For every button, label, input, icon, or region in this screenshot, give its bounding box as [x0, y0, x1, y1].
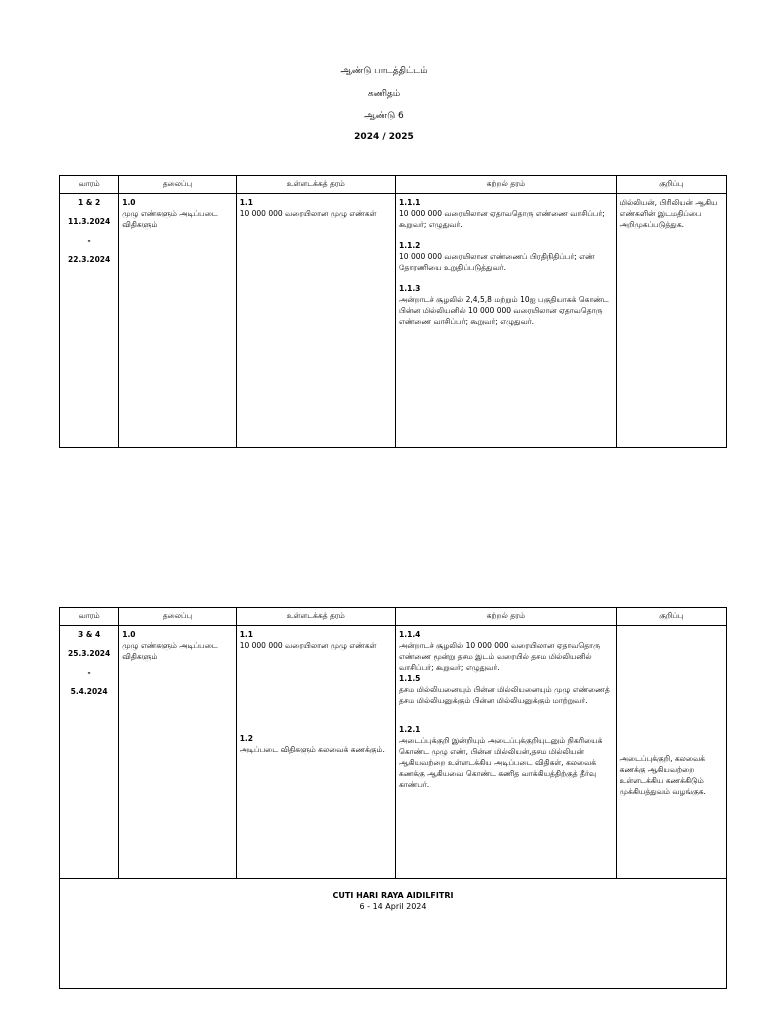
week-cell — [60, 194, 119, 448]
week-cell — [60, 626, 119, 879]
col-learning-standard: கற்றல் தரம் — [396, 176, 617, 194]
col-notes: குறிப்பு — [616, 608, 726, 626]
content-text: 10 000 000 வரையிலான முழு எண்கள் — [239, 641, 377, 650]
week-dash: - — [87, 668, 91, 677]
week-range: 3 & 4 — [78, 630, 101, 639]
standard-text: அடைப்புக்குறி இன்றியும் அடைப்புக்குறியுடனும் நிகரியைக் கொண்ட முழு எண், பின்ன மில்லியன்,தசம மில்லியன் ஆகியவற்றை உள்ளடக்கிய அடிப்படை விதிகள், கலவைக் கணக்கு ஆகியவை கொண்ட கணித வாக்கியத்திற்குத் தீர்வு காண்பர். — [399, 736, 603, 789]
col-topic: தலைப்பு — [119, 608, 236, 626]
col-week: வாரம் — [60, 176, 119, 194]
standard-text: அன்றாடச் சூழலில் 2,4,5,8 மற்றும் 10ஐ பகுதியாகக் கொண்ட பின்ன மில்லியனில் 10 000 000 வரையிலான ஏதாவதொரு எண்ணை வாசிப்பர்; கூறுவர்; எழுதுவர். — [399, 295, 609, 326]
content-code: 1.1 — [239, 630, 253, 639]
plan-table-1 — [59, 175, 727, 448]
col-learning-standard: கற்றல் தரம் — [396, 608, 617, 626]
holiday-row — [60, 879, 727, 989]
holiday-dates: 6 - 14 April 2024 — [359, 902, 427, 911]
standard-code: 1.2.1 — [399, 725, 421, 734]
week-start-date: 25.3.2024 — [68, 649, 111, 658]
col-notes: குறிப்பு — [616, 176, 726, 194]
content-cell — [236, 194, 395, 448]
col-week: வாரம் — [60, 608, 119, 626]
standard-text: தசம மில்லியனையும் பின்ன மில்லியனையும் முழு எண்ணைத் தசம மில்லியனுக்கும் பின்ன மில்லியனுக்கும் மாற்றுவர். — [399, 685, 610, 705]
content-text: 10 000 000 வரையிலான முழு எண்கள் — [239, 209, 377, 218]
content-code: 1.2 — [239, 734, 253, 743]
table-row — [60, 194, 727, 448]
col-topic: தலைப்பு — [119, 176, 236, 194]
standard-code: 1.1.4 — [399, 630, 421, 639]
topic-text: முழு எண்களும் அடிப்படை விதிகளும் — [122, 641, 218, 661]
topic-cell — [119, 626, 236, 879]
plan-table-2 — [59, 607, 727, 989]
content-code: 1.1 — [239, 198, 253, 207]
standard-code: 1.1.2 — [399, 241, 421, 250]
note-text: மில்லியன், பிரிலியன் ஆகிய எண்களின் இடமதிப்பை அறிமுகப்படுத்துக. — [619, 198, 718, 229]
standard-text: 10 000 000 வரையிலான ஏதாவதொரு எண்ணை வாசிப்பர்; கூறுவர்; எழுதுவர். — [399, 209, 605, 229]
standard-text: 10 000 000 வரையிலான எண்ணைப் பிரதிநிதிப்பர்; எண் தோரணியை உறுதிப்படுத்துவர். — [399, 252, 595, 272]
year-title: ஆண்டு 6 — [364, 111, 404, 121]
learning-standard-cell — [396, 194, 617, 448]
week-dash: - — [87, 236, 91, 245]
standard-text: அன்றாடச் சூழலில் 10 000 000 வரையிலான ஏதாவதொரு எண்ணை மூன்று தசம இடம் வரையில் தசம மில்லியனில் வாசிப்பர்; கூறுவர்; எழுதுவர். — [399, 641, 601, 672]
table-header-row — [60, 608, 727, 626]
topic-code: 1.0 — [122, 630, 136, 639]
standard-code: 1.1.5 — [399, 674, 421, 683]
week-end-date: 22.3.2024 — [68, 255, 111, 264]
note-text: அடைப்புக்குறி, கலவைக் கணக்கு ஆகியவற்றை உள்ளடக்கிய கணக்கிடும் முக்கியத்துவம் வழங்குக. — [619, 754, 706, 796]
notes-cell — [616, 194, 726, 448]
learning-standard-cell — [396, 626, 617, 879]
content-cell — [236, 626, 395, 879]
holiday-cell — [60, 879, 727, 989]
week-end-date: 5.4.2024 — [70, 687, 108, 696]
content-text: அடிப்படை விதிகளும் கலவைக் கணக்கும். — [239, 745, 385, 754]
session-title: 2024 / 2025 — [354, 132, 414, 142]
col-content-standard: உள்ளடக்கத் தரம் — [236, 608, 395, 626]
doc-title: ஆண்டு பாடத்திட்டம் — [340, 66, 428, 76]
col-content-standard: உள்ளடக்கத் தரம் — [236, 176, 395, 194]
week-range: 1 & 2 — [78, 198, 101, 207]
table-row — [60, 626, 727, 879]
topic-code: 1.0 — [122, 198, 136, 207]
standard-code: 1.1.1 — [399, 198, 421, 207]
notes-cell — [616, 626, 726, 879]
subject-title: கணிதம் — [367, 89, 401, 99]
standard-code: 1.1.3 — [399, 284, 421, 293]
topic-cell — [119, 194, 236, 448]
table-header-row — [60, 176, 727, 194]
week-start-date: 11.3.2024 — [68, 217, 111, 226]
holiday-title: CUTI HARI RAYA AIDILFITRI — [332, 891, 454, 900]
topic-text: முழு எண்களும் அடிப்படை விதிகளும் — [122, 209, 218, 229]
